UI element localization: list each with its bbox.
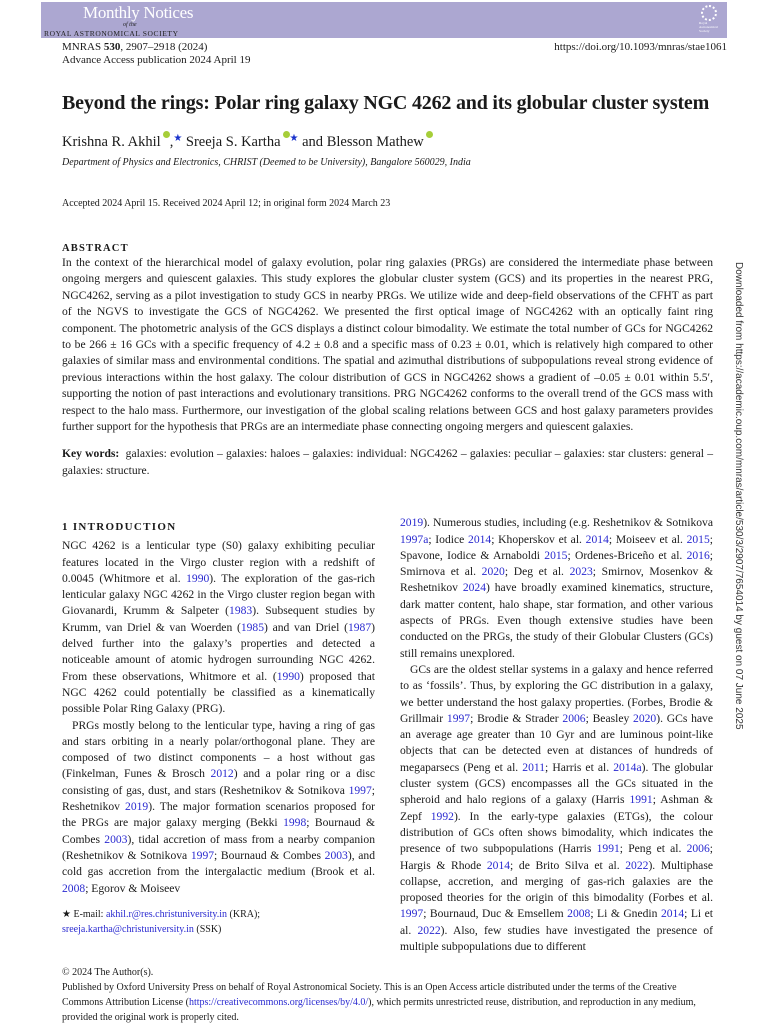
citation-link[interactable]: 2014 [585,532,609,546]
paragraph-text: ; Spavone, Iodice & Arnaboldi [400,532,713,562]
author-name: Blesson Mathew [326,134,424,150]
author-name: Krishna R. Akhil [62,134,161,150]
paragraph-text: ; Li et al. [400,907,713,937]
paragraph-text: ; Khoperskov et al. [491,532,586,546]
corresponding-star-icon[interactable]: ★ [173,133,183,144]
paragraph-text: ). Numerous studies, including (e.g. Reshetnikov & Sotnikova [423,516,713,530]
paragraph-text: ; Deg et al. [504,565,570,579]
paragraph-text: ; Iodice [428,532,469,546]
ras-logo-icon: Royal Astronomical Society [699,5,719,33]
journal-of-the: of the [123,22,137,28]
paragraph-text: ). Multiphase collapse, accretion, and merging of gas-rich galaxies are the proposed theories for the origin of this bimodality (Forbes et al. [400,858,713,905]
citation-link[interactable]: 2014a [613,760,642,774]
citation-link[interactable]: 2023 [569,565,593,579]
citation-link[interactable]: 1991 [629,793,653,807]
doi-link[interactable]: https://doi.org/10.1093/mnras/stae1061 [554,41,727,53]
paragraph-text: ) and van Driel ( [264,620,348,634]
paragraph-text: ). Subsequent studies by Krumm, van Driel & van Woerden ( [62,604,375,634]
paragraph-text: ) proposed that NGC 4262 could potentially be classified as a kinematically possible Polar Ring Galaxy (PRG). [62,669,376,716]
citation-link[interactable]: 1997 [348,783,372,797]
paragraph-text: ; Harris et al. [545,760,614,774]
paragraph-text: ; de Brito Silva et al. [510,858,626,872]
paragraph-text: ; Egorov & Moiseev [85,881,181,895]
citation-link[interactable]: 1983 [229,604,253,618]
left-column-text [62,538,375,897]
citation-link[interactable]: 1997 [190,848,215,862]
dates: Accepted 2024 April 15. Received 2024 April 12; in original form 2024 March 23 [62,198,391,209]
paragraph [400,515,713,662]
citation-link[interactable]: 2016 [686,548,710,562]
paragraph-text: GCs are the oldest stellar systems in a galaxy and hence referred to as ‘fossils’. Thus, by exploring the GC distribution in a galaxy, we better understand the host galaxy properties. (Forbes, Brodie & Grillmair [400,662,713,725]
citation-link[interactable]: 1997a [400,532,429,546]
abstract-heading: ABSTRACT [62,243,129,254]
citation-link[interactable]: 2006 [686,842,710,856]
paragraph-text: ; Bournaud & Combes [62,816,375,846]
paragraph-text: ) and a polar ring or a disc consisting of gas, dust, and stars (Reshetnikov & Sotnikova [62,767,376,797]
citation: MNRAS 530, 2907–2918 (2024) [62,41,208,53]
paragraph-text: ; Hargis & Rhode [400,842,713,872]
citation-link[interactable]: 2012 [210,767,234,781]
abstract-text: In the context of the hierarchical model of galaxy evolution, polar ring galaxies (PRGs) are considered the intermediate phase between ongoing mergers and quiescent galaxies. This study explores the globular cluster system (GCS) and its properties in the nearest PRG, NGC4262, serving as a pilot investigation to study GCS in nearby PRGs. We utilize wide and deep-field observations of the CFHT as part of the NGVS to investigate the GCS of NGC4262. We presented the first optical image of NGC4262 with an optically faint ring component. The photometric analysis of the GCS displays a distinct colour bimodality. We estimate the total number of GCs for NGC4262 to be 266 ± 16 GCs with a specific frequency of 4.2 ± 0.8 and a specific mass of 0.23 ± 0.01, which is relatively high compared to other galaxies of similar mass and environmental conditions. The spatial and azimuthal distributions of subpopulations reveal strong evidence of previous interactions within the host galaxy. The colour distribution of GCS in NGC4262 shows a gradient of –0.05 ± 0.01 within 5.5′, supporting the notion of past interactions and evolutionary transitions. PRG NGC4262 conforms to the overall trend of the GCS mass with respect to the halo mass. Furthermore, our investigation of the global scaling relations between GCS and host galaxy parameters provides further support for the hypothesis that PRGs are an intermediate phase connecting ongoing mergers and quiescent galaxies. [62,256,713,434]
copyright: © 2024 The Author(s). [62,967,154,979]
paragraph-text: ), tidal accretion of mass from a nearby companion (Reshetnikov & Sotnikova [62,832,375,862]
journal-banner [41,2,727,38]
paragraph-text: ; Peng et al. [619,842,687,856]
citation-link[interactable]: 2014 [468,532,492,546]
paragraph [62,718,375,897]
citation-link[interactable]: 1998 [283,816,307,830]
paragraph-text: ; Li & Gnedin [590,907,661,921]
right-column [400,515,713,955]
paragraph-text: ; Moiseev et al. [608,532,687,546]
paragraph-text: ). In the early-type galaxies (ETGs), the colour distribution of GCs often shows bimodality, which indicates the presence of two subpopulations (Harris [400,809,713,856]
citation-link[interactable]: 2006 [562,711,586,725]
license-footer: © 2024 The Author(s). Published by Oxford University Press on behalf of Royal Astronomical Society. This is an Open Access article distributed under the terms of the Creative Commons Attribution License (https://creativecommons.org/licenses/by/4.0/), which permits unrestricted reuse, distribution, and reproduction in any medium, provided the original work is properly cited. [62,965,713,1031]
paragraph-text: ; Ordenes-Briceño et al. [567,548,687,562]
advance-access: Advance Access publication 2024 April 19 [62,54,251,66]
paragraph-text: ). The exploration of the gas-rich lenticular galaxy NGC 4262 in the Virgo cluster region began with Giovanardi, Krumm & Salpeter ( [62,571,375,618]
article-body [62,92,713,1031]
paragraph-text: ; Bournaud, Duc & Emsellem [423,907,568,921]
affiliation: Department of Physics and Electronics, CHRIST (Deemed to be University), Bangalore 560029, India [62,157,471,168]
paragraph-text: ). The globular cluster system (GCS) encompasses all the GCs situated in the spheroid and halo regions of a galaxy (Harris [400,760,713,807]
orcid-icon[interactable] [283,131,290,138]
author-list: Krishna R. Akhil ,★ Sreeja S. Kartha ★ and Blesson Mathew [62,129,713,152]
orcid-icon[interactable] [426,131,433,138]
two-column-body [62,515,713,955]
citation-link[interactable]: 1997 [400,907,424,921]
paragraph [400,662,713,955]
paragraph-text: ) delved further into the galaxy’s properties and detected a noticeable amount of atomic hydrogen surrounding NGC 4262. From these observations, Whitmore et al. ( [62,620,375,683]
citation-link[interactable]: 2015 [544,548,568,562]
license-link[interactable]: https://creativecommons.org/licenses/by/4.0/ [188,997,369,1009]
citation-link[interactable]: 2015 [686,532,710,546]
citation-link[interactable]: 2003 [104,832,128,846]
paragraph [62,538,375,717]
citation-link[interactable]: 2003 [324,848,348,862]
paragraph-text: ; Smirnova et al. [400,548,713,579]
email-link[interactable]: sreeja.kartha@christuniversity.in [62,923,194,935]
journal-name: Monthly Notices [83,3,194,22]
citation-link[interactable]: 1987 [347,620,372,634]
keywords-label: Key words: [62,447,120,461]
citation-link[interactable]: 1990 [276,669,300,683]
journal-society: ROYAL ASTRONOMICAL SOCIETY [44,29,179,38]
paragraph-text: ) have broadly examined kinematics, structure, dark matter content, halo shape, star formation, and other various aspects of PRGs. Even though extensive studies have been conducted on the PRGs, the study of their Globular Clusters (GCs) still remains unexplored. [400,581,713,660]
paragraph-text: ; Bournaud & Combes [214,848,325,862]
paper-title: Beyond the rings: Polar ring galaxy NGC 4262 and its globular cluster system [62,92,710,114]
paragraph-text: ; Smirnov, Mosenkov & Reshetnikov [400,565,714,595]
paragraph-text: ; Ashman & Zepf [400,793,713,823]
citation-link[interactable]: 2008 [567,907,591,921]
section-heading: 1 INTRODUCTION [62,521,177,534]
citation-link[interactable]: 1992 [430,809,454,823]
citation-link[interactable]: 2024 [462,581,486,595]
footnote: ★ E-mail: akhil.r@res.christuniversity.in (KRA); sreeja.kartha@christuniversity.in (SSK) [62,908,261,935]
citation-link[interactable]: 2011 [522,760,546,774]
left-column [62,515,375,955]
citation-link[interactable]: 2014 [486,858,511,872]
citation-link[interactable]: 2020 [481,565,505,579]
email-link[interactable]: akhil.r@res.christuniversity.in [105,908,228,920]
paragraph-text: ; Beasley [585,711,634,725]
paragraph-text: ). The major formation scenarios proposed for the PRGs are major galaxy merging (Bekki [62,800,375,830]
paragraph-text: NGC 4262 is a lenticular type (S0) galaxy exhibiting peculiar features located in the Virgo cluster region with a redshift of 0.0045 (Whitmore et al. [62,539,375,585]
citation-link[interactable]: 2019 [125,800,149,814]
citation-link[interactable]: 2014 [660,907,685,921]
citation-link[interactable]: 1985 [240,620,265,634]
corresponding-star-icon[interactable]: ★ [289,133,299,144]
paragraph-text: ; Brodie & Strader [470,711,563,725]
citation-link[interactable]: 1997 [446,711,471,725]
orcid-icon[interactable] [163,131,170,138]
citation-link[interactable]: 2022 [417,923,441,937]
citation-link[interactable]: 2008 [62,881,86,895]
author-name: Sreeja S. Kartha [185,134,281,150]
paragraph-text: ), and cold gas accretion from the intergalactic medium (Brook et al. [62,848,375,879]
download-watermark: Downloaded from https://academic.oup.com/mnras/article/530/3/2907/7654014 by guest on 07 June 2025 [733,262,744,730]
keywords: Key words: galaxies: evolution – galaxies: haloes – galaxies: individual: NGC4262 – galaxies: peculiar – galaxies: star clusters: general – galaxies: structure. [62,447,714,477]
citation-link[interactable]: 2020 [633,711,657,725]
citation-link[interactable]: 1990 [186,571,210,585]
citation-link[interactable]: 2019 [400,516,424,530]
citation-link[interactable]: 1991 [596,842,620,856]
citation-link[interactable]: 2022 [625,858,649,872]
paragraph-text: ). Also, few studies have investigated the presence of multiple subpopulations due to different [400,923,713,953]
paragraph-text: ). GCs have an average age greater than 10 Gyr and are luminous point-like objects that can be detected even at distances of hundreds of megaparsecs (Peng et al. [400,711,713,774]
paragraph-text: PRGs mostly belong to the lenticular type, having a ring of gas and stars orbiting in a nearly polar/orthogonal plane. They are composed of two distinct components – a host without gas (Finkelman, Funes & Brosch [62,718,375,781]
paragraph-text: ; Reshetnikov [62,783,375,814]
